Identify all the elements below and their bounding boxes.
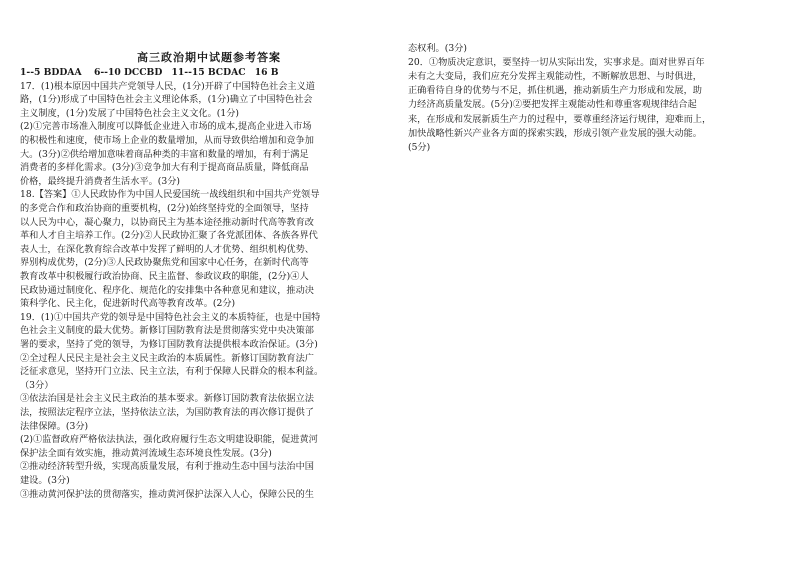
text-line: 主义制度，(1分)发展了中国特色社会主义文化。(1分) <box>20 107 239 119</box>
text-line: 消费者的多样化需求。(3分)③竞争加大有利于提高商品质量，降低商品 <box>20 162 309 174</box>
text-line: 19．(1)①中国共产党的领导是中国特色社会主义的本质特征，也是中国特 <box>20 311 321 323</box>
text-line: 价格，最终提升消费者生活水平。(3分) <box>20 175 181 187</box>
text-line: 17．(1)根本原因中国共产党领导人民，(1分)开辟了中国特色社会主义道 <box>20 80 315 92</box>
text-line: 1--5 BDDAA 6--10 DCCBD 11--15 BCDAC 16 B <box>20 67 279 78</box>
text-line: 界别构成优势，(2分)③人民政协聚焦党和国家中心任务，在新时代高等 <box>20 257 309 269</box>
text-line: 18.【答案】①人民政协作为中国人民爱国统一战线组织和中国共产党领导 <box>20 189 320 201</box>
text-line: 策科学化、民主化，促进新时代高等教育改革。(2分) <box>20 298 236 310</box>
text-line: （3分） <box>20 379 54 391</box>
text-line: ③推动黄河保护法的贯彻落实，推动黄河保护法深入人心，保障公民的生 <box>20 488 314 500</box>
text-line: 署的要求，坚持了党的领导，为修订国防教育法提供根本政治保证。(3分) <box>20 339 318 350</box>
text-line: 力经济高质量发展。(5分)②要把发挥主观能动性和尊重客观规律结合起 <box>408 99 697 111</box>
text-line: 表人士，在深化教育综合改革中发挥了鲜明的人才优势、组织机构优势、 <box>20 243 314 255</box>
text-line: (5分) <box>408 141 431 153</box>
text-line: 革和人才自主培养工作。(2分)②人民政协汇聚了各党派团体、各族各界代 <box>20 230 318 242</box>
text-line: 来，在形成和发展新质生产力的过程中，要尊重经济运行规律，迎难而上， <box>408 113 712 125</box>
text-line: 泛征求意见，坚持开门立法、民主立法，有利于保障人民群众的根本利益。 <box>20 366 324 378</box>
text-line: 未有之大变局，我们应充分发挥主观能动性，不断解放思想、与时俱进， <box>408 71 702 83</box>
text-line: 教育改革中积极履行政治协商、民主监督、参政议政的职能，(2分)④人 <box>20 271 309 282</box>
text-line: 的多党合作和政治协商的重要机构，(2分)始终坚持党的全面领导，坚持 <box>20 203 309 214</box>
text-line: 的积极性和速度，使市场上企业的数量增加，从而导致供给增加和竞争加 <box>20 135 314 146</box>
text-line: 民政协通过制度化、程序化、规范化的安排集中各种意见和建议，推动决 <box>20 284 314 296</box>
text-line: (2)①完善市场准入制度可以降低企业进入市场的成本,提高企业进入市场 <box>20 121 312 133</box>
text-line: ②全过程人民民主是社会主义民主政治的本质属性。新修订国防教育法广 <box>20 352 314 364</box>
text-line: 以人民为中心，凝心聚力，以协商民主为基本途径推动新时代高等教育改 <box>20 216 314 228</box>
text-line: 加快战略性新兴产业各方面的探索实践，形成引领产业发展的强大动能。 <box>408 127 702 139</box>
text-line: ③依法治国是社会主义民主政治的基本要求。新修订国防教育法依据立法 <box>20 393 314 405</box>
text-line: 保护法全面有效实施，推动黄河流域生态环境良性发展。(3分) <box>20 447 272 459</box>
text-line: 法，按照法定程序立法，坚持依法立法，为国防教育法的再次修订提供了 <box>20 407 314 418</box>
text-line: 路，(1分)形成了中国特色社会主义理论体系，(1分)确立了中国特色社会 <box>20 94 313 106</box>
text-line: ②推动经济转型升级，实现高质量发展，有利于推动生态中国与法治中国 <box>20 461 314 473</box>
page-title: 高三政治期中试题参考答案 <box>137 51 281 64</box>
text-line: 正确看待自身的优势与不足，抓住机遇，推动新质生产力形成和发展，助 <box>408 85 702 97</box>
text-line: 色社会主义制度的最大优势。新修订国防教育法是贯彻落实党中央决策部 <box>20 325 314 337</box>
text-line: 法律保障。(3分) <box>20 420 89 432</box>
text-line: 20．①物质决定意识，要坚持一切从实际出发，实事求是。面对世界百年 <box>408 57 705 69</box>
text-line: 大。(3分)②供给增加意味着商品种类的丰富和数量的增加，有利于满足 <box>20 148 309 160</box>
text-line: 态权利。(3分) <box>408 43 467 54</box>
text-line: (2)①监督政府严格依法执法，强化政府履行生态文明建设职能，促进黄河 <box>20 434 318 446</box>
text-line: 建设。(3分) <box>20 475 70 486</box>
